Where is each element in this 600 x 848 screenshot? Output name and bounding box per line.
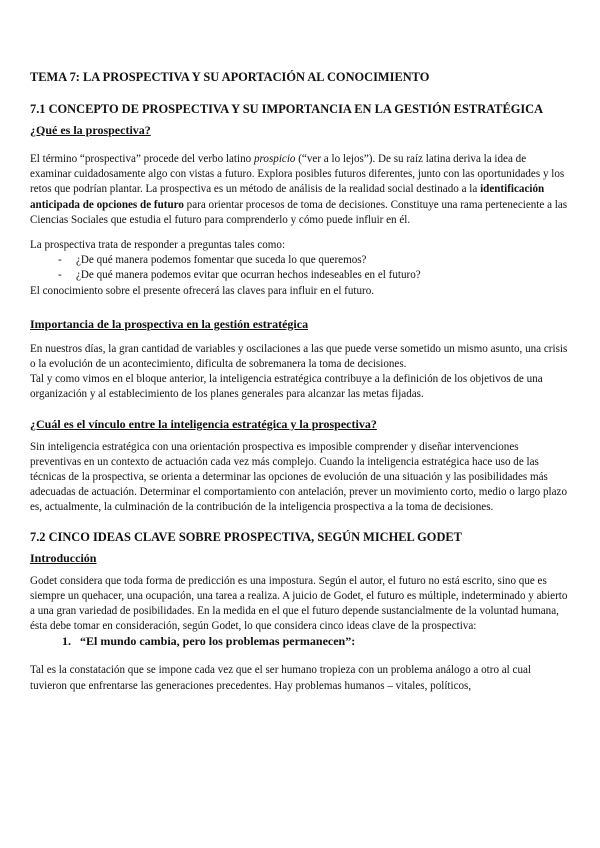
paragraph-godet: Godet considera que toda forma de predicción es una impostura. Según el autor, el futuro no está escrito, sino que es siempre un quehacer, una ocupación, una tarea a realiza. A juicio de Godet, el futuro es múltiple, indeterminado y abierto a una gran variedad de posibilidades. En la medida en el que el futuro depende sustancialmente de la voluntad humana, ésta debe tomar en consideración, según Godet, lo que considera cinco ideas clave de la prospectiva: [30, 574, 568, 633]
section-heading-7-2: 7.2 CINCO IDEAS CLAVE SOBRE PROSPECTIVA, SEGÚN MICHEL GODET [30, 529, 462, 544]
latin-term: prospicio [253, 153, 296, 165]
subheading-vinculo: ¿Cuál es el vínculo entre la inteligencia estratégica y la prospectiva? [30, 416, 377, 431]
paragraph-definition-text-a: El término “prospectiva” procede del verbo latino [30, 153, 254, 165]
bold-phrase: identificación anticipada de opciones de futuro [30, 183, 545, 211]
subheading-que-es: ¿Qué es la prospectiva? [30, 123, 151, 137]
key-idea-1: 1. “El mundo cambia, pero los problemas permanecen”: [74, 634, 570, 649]
dash-bullet: - [58, 254, 62, 267]
subheading-importancia: Importancia de la prospectiva en la gestión estratégica [30, 316, 309, 331]
dash-bullet: - [58, 269, 62, 282]
paragraph-variables: En nuestros días, la gran cantidad de variables y oscilaciones a las que puede verse sometido un mismo asunto, una crisis o la evolución de un acontecimiento, dificulta de sobremanera la toma de decisiones. [30, 342, 568, 371]
paragraph-definition-text-c: para orientar procesos de toma de decisiones. Constituye una rama perteneciente a las Ciencias Sociales que estudia el futuro para comprenderlo y cómo puede influir en él. [30, 198, 568, 226]
paragraph-conocimiento: El conocimiento sobre el presente ofrecerá las claves para influir en el futuro. [30, 284, 375, 297]
paragraph-constatacion: Tal es la constatación que se impone cada vez que el ser humano tropieza con un problema análogo a otro al cual tuvieron que enfrentarse las generaciones precedentes. Hay problemas humanos – vitales, políticos, [30, 664, 532, 692]
paragraph-questions-intro: La prospectiva trata de responder a preguntas tales como: [30, 239, 286, 252]
list-item [58, 253, 570, 268]
paragraph-vinculo: Sin inteligencia estratégica con una orientación prospectiva es imposible comprender y diseñar intervenciones preventivas en un contexto de actuación cada vez más complejo. Cuando la inteligencia estratégica hace uso de las técnicas de la prospectiva, se orienta a determinar las opciones de evolución de una situación y las posibilidades más adecuadas de actuación. Determinar el comportamiento con antelación, prever un movimiento corto, medio o largo plazo es, actualmente, la culminación de la contribución de la inteligencia prospectiva a la toma de decisiones. [30, 440, 568, 514]
paragraph-definition [30, 152, 570, 228]
document-title: TEMA 7: LA PROSPECTIVA Y SU APORTACIÓN AL CONOCIMIENTO [30, 70, 430, 84]
key-ideas-list [30, 634, 570, 649]
list-item-text: ¿De qué manera podemos evitar que ocurran hechos indeseables en el futuro? [76, 269, 421, 282]
section-heading-7-1: 7.1 CONCEPTO DE PROSPECTIVA Y SU IMPORTANCIA EN LA GESTIÓN ESTRATÉGICA [30, 102, 544, 116]
paragraph-inteligencia: Tal y como vimos en el bloque anterior, la inteligencia estratégica contribuye a la definición de los objetivos de una organización y al establecimiento de los planes generales para alcanzar las metas fijadas. [30, 373, 543, 401]
list-item-text: ¿De qué manera podemos fomentar que suceda lo que queremos? [76, 254, 367, 267]
paragraph-definition-text-b: (“ver a lo lejos”). De su raíz latina deriva la idea de examinar cuidadosamente algo con vistas a futuro. Explora posibles futuros diferentes, junto con las oportunidades y los retos que podrían plantar. La prospectiva es un método de análisis de la realidad social destinado a la [30, 153, 565, 196]
questions-list [30, 253, 570, 283]
subheading-introduccion: Introducción [30, 550, 97, 565]
list-item [58, 268, 570, 283]
